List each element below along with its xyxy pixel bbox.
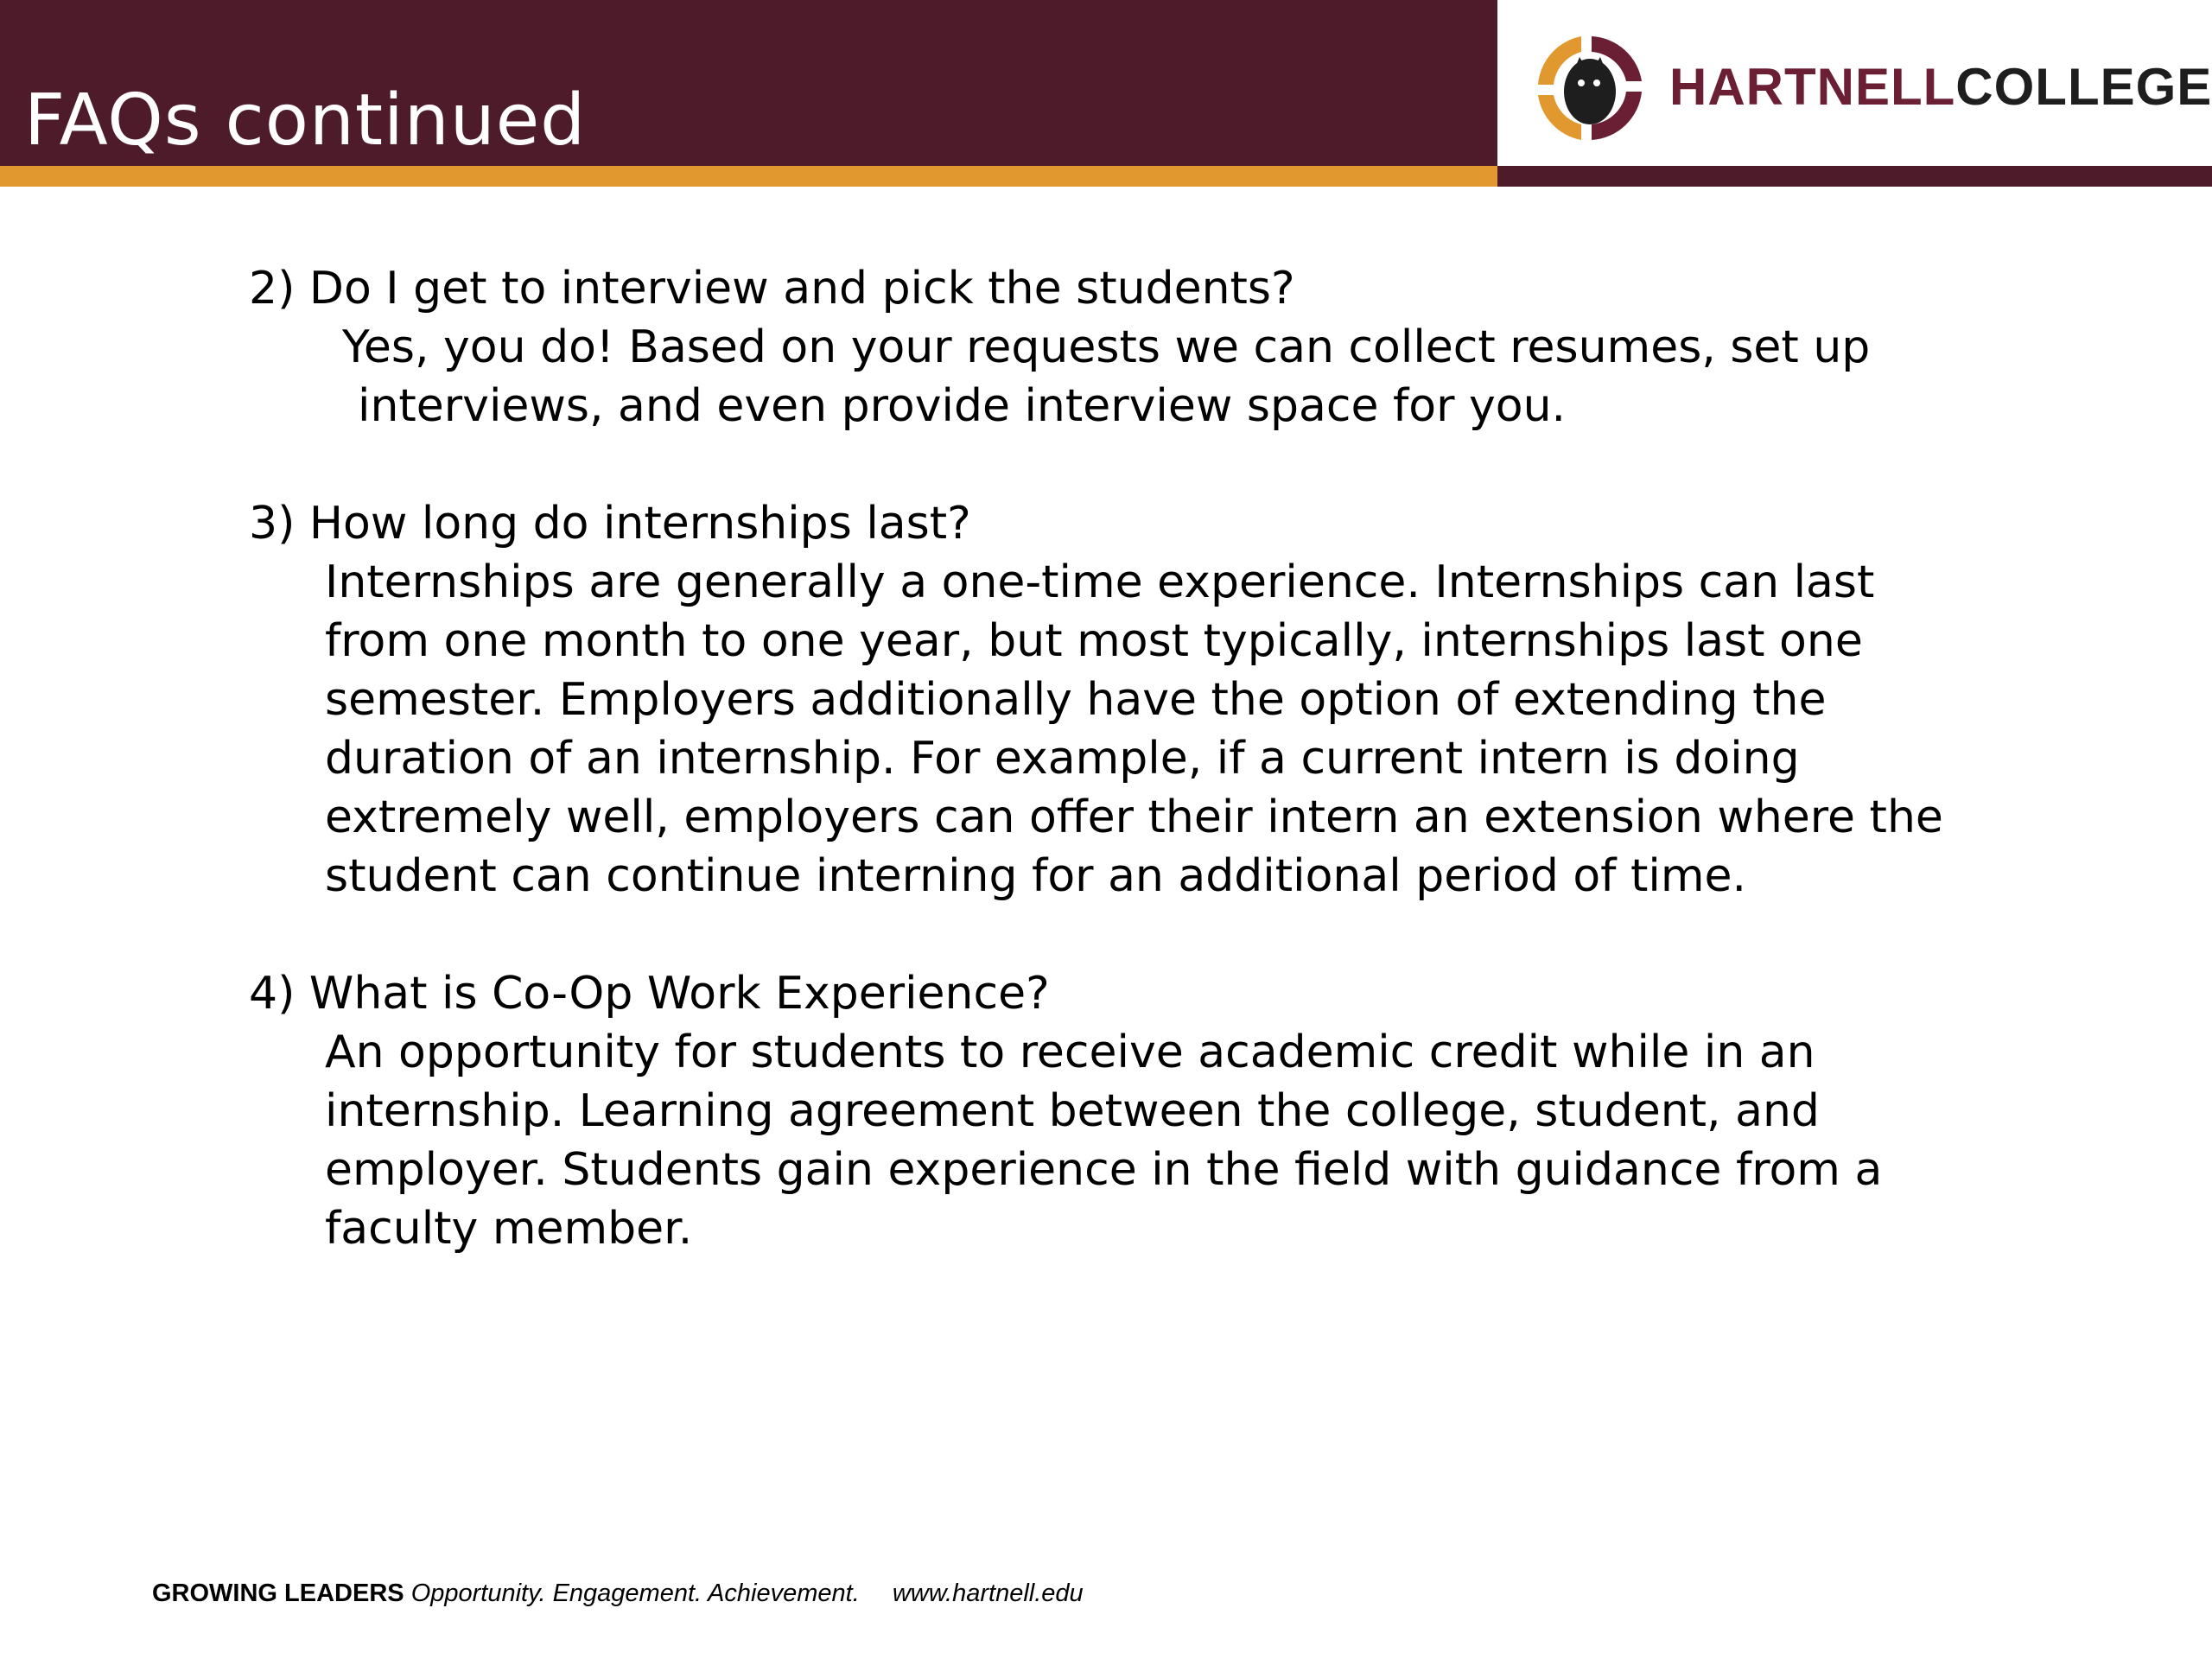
faq-question: 2) Do I get to interview and pick the students? — [249, 263, 1295, 315]
faq-answer-line: An opportunity for students to receive academic credit while in an — [325, 1027, 1815, 1078]
faq-item — [249, 964, 1977, 1258]
footer-tagline-bold: GROWING LEADERS — [152, 1580, 404, 1607]
faq-answer-line: from one month to one year, but most typically, internships last one — [325, 615, 1863, 667]
faq-answer-line: student can continue interning for an additional period of time. — [325, 850, 1747, 902]
logo-text-college: COLLEGE — [1955, 58, 2212, 116]
faq-answer-line: semester. Employers additionally have the option of extending the — [325, 674, 1827, 726]
faq-answer-line: extremely well, employers can offer their intern an extension where the — [325, 791, 1943, 843]
faq-answer-line: faculty member. — [325, 1203, 693, 1255]
faq-answer-line: employer. Students gain experience in the field with guidance from a — [325, 1144, 1883, 1196]
logo-text-hartnell: HARTNELL — [1669, 58, 1956, 116]
footer — [152, 1580, 1084, 1608]
faq-answer-line: Yes, you do! Based on your requests we can collect resumes, set up — [342, 321, 1871, 373]
faq-item — [249, 494, 1977, 906]
footer-url: www.hartnell.edu — [892, 1580, 1084, 1607]
footer-tagline-italic: Opportunity. Engagement. Achievement. — [410, 1580, 860, 1607]
faq-answer-line: interviews, and even provide interview space for you. — [358, 380, 1567, 432]
college-logo-text — [1669, 57, 2212, 117]
header-underline — [0, 166, 1497, 187]
faq-question: 3) How long do internships last? — [249, 498, 971, 550]
logo-underline — [1497, 166, 2212, 187]
faq-content — [249, 259, 1977, 1317]
faq-answer-line: Internships are generally a one-time experience. Internships can last — [325, 556, 1875, 608]
page-title: FAQs continued — [24, 79, 587, 162]
faq-item — [249, 259, 1977, 435]
faq-question: 4) What is Co-Op Work Experience? — [249, 968, 1050, 1020]
panther-logo-icon — [1531, 31, 1649, 145]
faq-answer-line: duration of an internship. For example, if a current intern is doing — [325, 733, 1800, 785]
faq-answer-line: internship. Learning agreement between the college, student, and — [325, 1085, 1820, 1137]
